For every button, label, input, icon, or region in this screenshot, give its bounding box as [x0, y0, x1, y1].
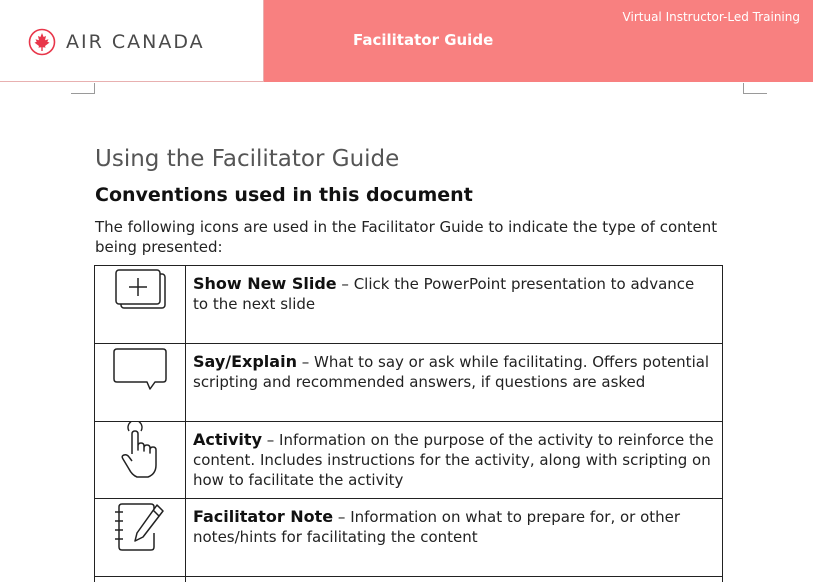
air-canada-logo [28, 28, 205, 56]
convention-description [186, 344, 723, 422]
speech-bubble-icon [111, 344, 169, 394]
icon-cell [95, 499, 186, 577]
convention-description [186, 422, 723, 499]
page-title: Using the Facilitator Guide [95, 146, 400, 172]
convention-term: Facilitator Note [193, 507, 334, 526]
table-row [95, 422, 723, 499]
convention-description [186, 499, 723, 577]
notepad-pencil-icon [113, 499, 167, 555]
convention-text: – Information on what to prepare for, or other notes/hints for facilitating the content [193, 508, 681, 546]
convention-term: Say/Explain [193, 352, 297, 371]
header-subtitle: Virtual Instructor-Led Training [622, 10, 800, 24]
convention-description [186, 266, 723, 344]
maple-leaf-logo-icon [28, 28, 56, 56]
icon-cell [95, 422, 186, 499]
icon-cell [95, 344, 186, 422]
header-banner [264, 0, 813, 82]
icon-cell [95, 577, 186, 582]
convention-description [186, 577, 723, 582]
header-logo-panel [0, 0, 264, 82]
header-title: Facilitator Guide [353, 31, 494, 49]
hand-pointer-icon [115, 422, 165, 482]
table-row [95, 344, 723, 422]
convention-term: Show New Slide [193, 274, 337, 293]
table-row [95, 499, 723, 577]
convention-text: – What to say or ask while facilitating. Offers potential scripting and recommended answers, if questions are asked [193, 353, 710, 391]
icon-cell [95, 266, 186, 344]
convention-text: – Click the PowerPoint presentation to advance to the next slide [193, 275, 695, 313]
conventions-table [94, 265, 723, 582]
convention-term: Activity [193, 430, 262, 449]
table-row [95, 266, 723, 344]
show-new-slide-icon [111, 266, 169, 312]
convention-text: – Information on the purpose of the activity to reinforce the content. Includes instructions for the activity, along with scripting on how to facilitate the activity [193, 431, 714, 489]
section-title: Conventions used in this document [95, 184, 473, 206]
table-row [95, 577, 723, 582]
intro-paragraph: The following icons are used in the Facilitator Guide to indicate the type of content being presented: [95, 218, 718, 256]
crop-mark-right [743, 83, 767, 94]
brand-name: AIR CANADA [66, 31, 205, 53]
crop-mark-left [71, 83, 95, 94]
